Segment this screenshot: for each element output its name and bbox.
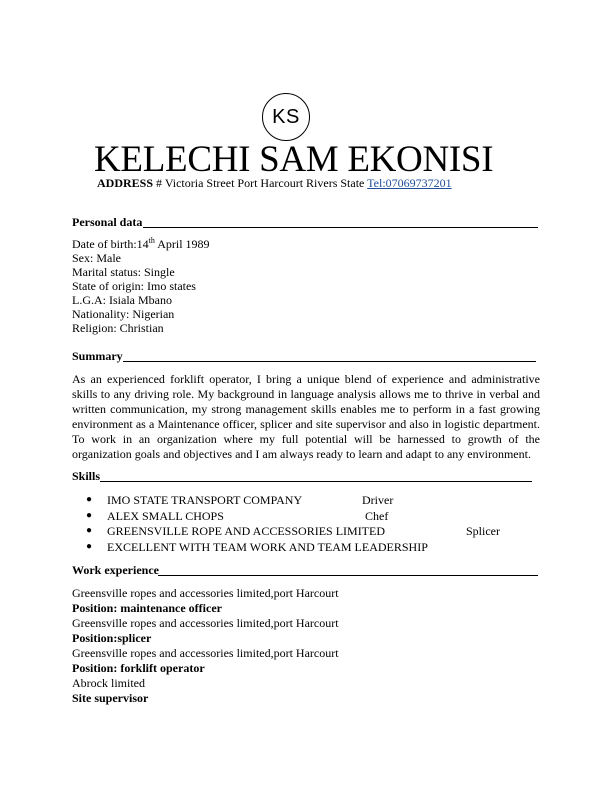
bullet-icon: ● bbox=[86, 494, 93, 505]
skills-heading: Skills bbox=[72, 469, 101, 483]
work-position: Site supervisor bbox=[72, 691, 149, 705]
summary-rule bbox=[123, 361, 536, 362]
sex-line: Sex: Male bbox=[72, 251, 121, 265]
personal-data-block bbox=[72, 237, 210, 335]
nationality-line: Nationality: Nigerian bbox=[72, 307, 175, 321]
address-label: ADDRESS bbox=[97, 176, 154, 190]
work-company: Greensville ropes and accessories limited,port Harcourt bbox=[72, 616, 339, 630]
work-company: Abrock limited bbox=[72, 676, 145, 690]
address-text: Victoria Street Port Harcourt Rivers State bbox=[164, 176, 365, 190]
bullet-icon: ● bbox=[86, 510, 93, 521]
religion-line: Religion: Christian bbox=[72, 321, 164, 335]
bullet-icon: ● bbox=[86, 541, 93, 552]
address-line bbox=[97, 176, 452, 190]
monogram-initials: KS bbox=[272, 106, 300, 128]
work-company: Greensville ropes and accessories limited,port Harcourt bbox=[72, 586, 339, 600]
phone-link[interactable]: Tel:07069737201 bbox=[367, 176, 452, 190]
monogram-logo bbox=[262, 93, 310, 141]
summary-heading: Summary bbox=[72, 349, 123, 363]
state-line: State of origin: Imo states bbox=[72, 279, 196, 293]
dob-line: Date of birth:14th April 1989 bbox=[72, 236, 210, 251]
work-company: Greensville ropes and accessories limited,port Harcourt bbox=[72, 646, 339, 660]
skills-rule bbox=[100, 481, 532, 482]
marital-line: Marital status: Single bbox=[72, 265, 175, 279]
personal-data-rule bbox=[143, 227, 538, 228]
work-position: Position:splicer bbox=[72, 631, 152, 645]
address-separator: # bbox=[156, 176, 163, 190]
bullet-icon: ● bbox=[86, 525, 93, 536]
candidate-name: KELECHI SAM EKONISI bbox=[94, 139, 494, 180]
work-position: Position: forklift operator bbox=[72, 661, 205, 675]
work-experience-list bbox=[72, 586, 339, 706]
lga-line: L.G.A: Isiala Mbano bbox=[72, 293, 172, 307]
work-experience-heading: Work experience bbox=[72, 563, 159, 577]
work-position: Position: maintenance officer bbox=[72, 601, 222, 615]
work-experience-rule bbox=[158, 575, 538, 576]
summary-text: As an experienced forklift operator, I bring a unique blend of experience and administrative skills to any driving role. My background in language analysis allows me to thrive in verbal and written communication, my strong management skills enables me to perform in a fast growing environment as a Maintenance officer, splicer and site supervisor and also in logistic department. To work in an organization where my full potential will be harnessed to growth of the organization goals and objectives and I am always ready to learn and adapt to any environment. bbox=[72, 372, 540, 461]
personal-data-heading: Personal data bbox=[72, 215, 143, 229]
